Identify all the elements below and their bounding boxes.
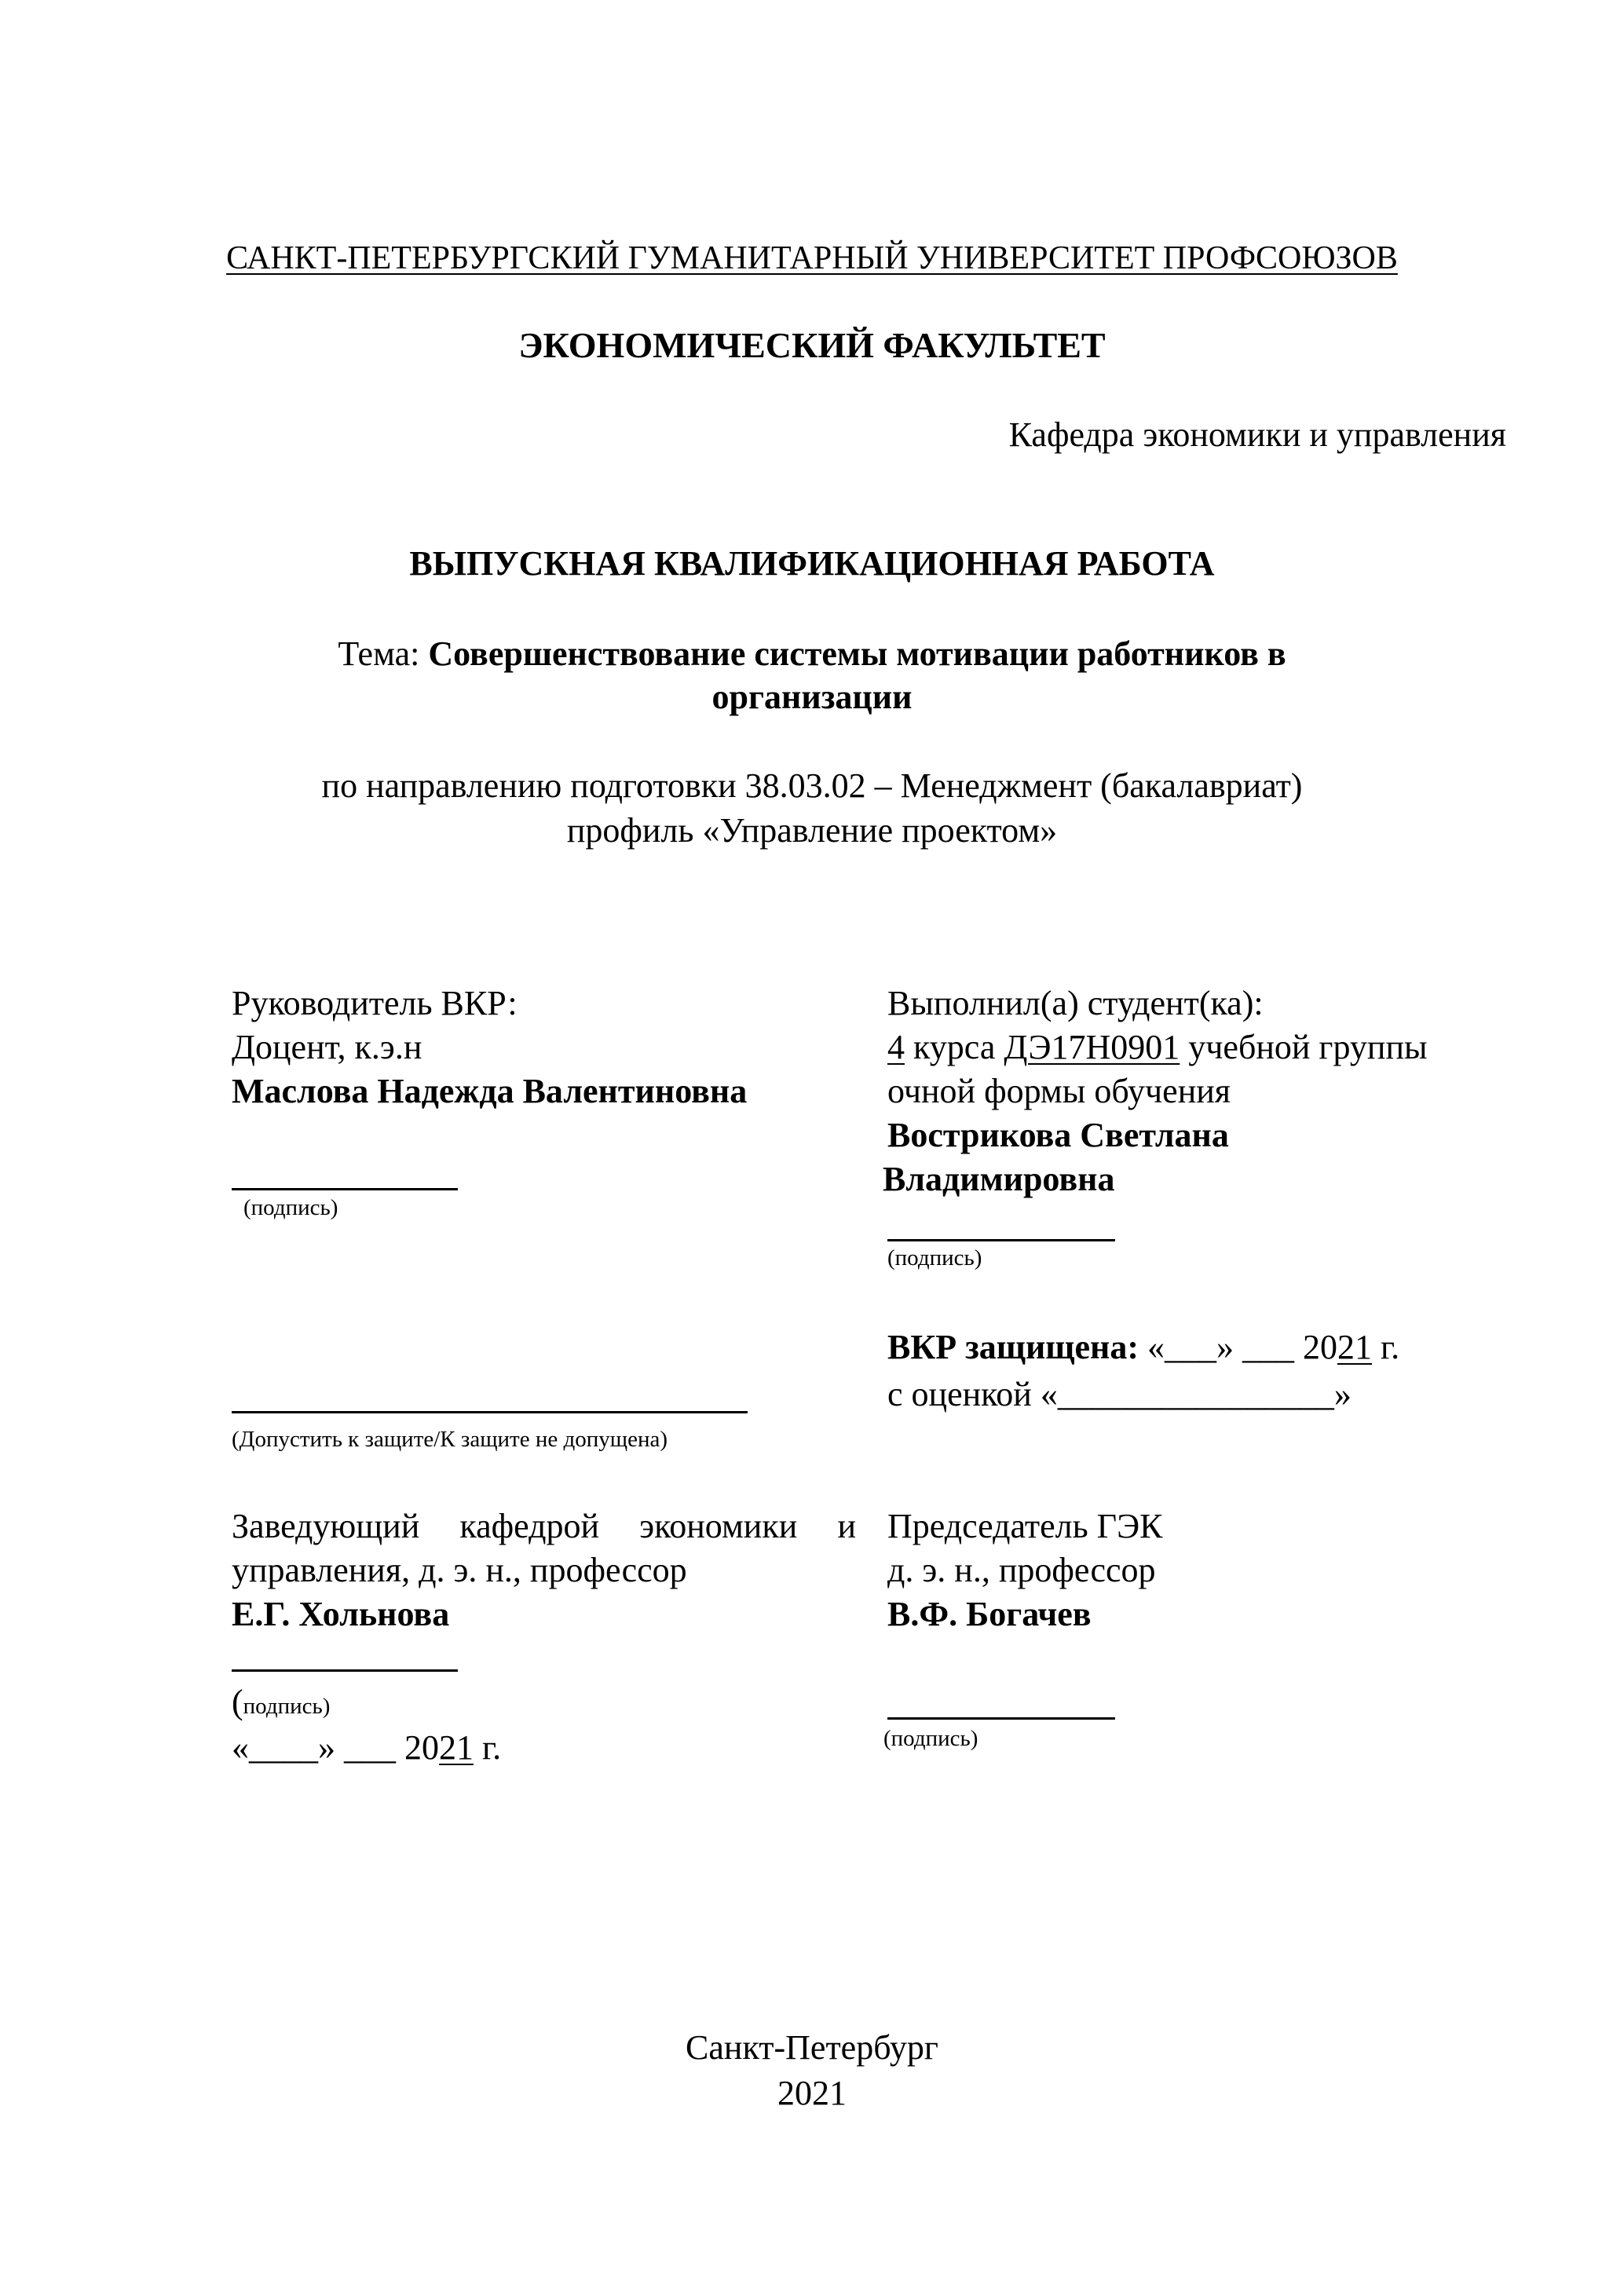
topic-line-1	[0, 632, 1624, 676]
head-date	[232, 1726, 501, 1770]
head-title-line-1: Заведующий кафедрой экономики и	[232, 1507, 856, 1545]
footer-city: Санкт-Петербург	[686, 2028, 938, 2067]
defense-date: «___» ___ 20	[1147, 1328, 1337, 1366]
supervisor-name: Маслова Надежда Валентиновна	[232, 1072, 748, 1110]
group-text: учебной группы	[1188, 1028, 1428, 1066]
head-signature-caption	[232, 1680, 330, 1724]
admission-line	[232, 1411, 748, 1413]
topic-text-1: Совершенствование системы мотивации работников в	[428, 634, 1286, 673]
head-caption-paren: (	[232, 1683, 243, 1721]
student-name-line-1: Вострикова Светлана	[887, 1116, 1229, 1154]
gek-signature-line	[887, 1717, 1115, 1720]
head-year-suffix: 21	[439, 1728, 474, 1767]
defense-label: ВКР защищена:	[887, 1328, 1139, 1366]
study-form: очной формы обучения	[887, 1072, 1231, 1110]
work-type-title: ВЫПУСКНАЯ КВАЛИФИКАЦИОННАЯ РАБОТА	[409, 544, 1215, 583]
student-course-line	[887, 1026, 1428, 1069]
student-signature-line	[887, 1239, 1115, 1241]
supervisor-label: Руководитель ВКР:	[232, 984, 518, 1022]
head-title-line-2: управления, д. э. н., профессор	[232, 1551, 687, 1589]
defense-line	[887, 1325, 1399, 1369]
supervisor-position: Доцент, к.э.н	[232, 1028, 422, 1066]
gek-chair-label: Председатель ГЭК	[887, 1507, 1163, 1545]
admission-caption: (Допустить к защите/К защите не допущена)	[232, 1427, 668, 1452]
faculty-name: ЭКОНОМИЧЕСКИЙ ФАКУЛЬТЕТ	[518, 325, 1106, 365]
university-name: САНКТ-ПЕТЕРБУРГСКИЙ ГУМАНИТАРНЫЙ УНИВЕРСИТЕТ ПРОФСОЮЗОВ	[226, 240, 1398, 276]
course-text: курса	[913, 1028, 996, 1066]
footer-year: 2021	[777, 2074, 847, 2112]
defense-year-end: г.	[1372, 1328, 1400, 1366]
profile-line: профиль «Управление проектом»	[566, 811, 1058, 850]
defense-year-suffix: 21	[1337, 1328, 1372, 1366]
group-code: ДЭ17Н0901	[1004, 1028, 1180, 1066]
gek-signature-caption: (подпись)	[883, 1726, 978, 1751]
student-name-line-2: Владимировна	[883, 1160, 1115, 1198]
head-date-text: «____» ___ 20	[232, 1728, 439, 1767]
supervisor-signature-line	[232, 1188, 458, 1190]
course-number: 4	[887, 1028, 905, 1066]
direction-line: по направлению подготовки 38.03.02 – Менеджмент (бакалавриат)	[321, 766, 1303, 805]
head-year-end: г.	[474, 1728, 502, 1767]
head-signature-line	[232, 1669, 458, 1672]
head-name: Е.Г. Хольнова	[232, 1595, 450, 1633]
student-signature-caption: (подпись)	[887, 1245, 982, 1270]
supervisor-signature-caption: (подпись)	[243, 1195, 338, 1220]
topic-label: Тема:	[338, 634, 420, 673]
gek-chair-degree: д. э. н., профессор	[887, 1551, 1156, 1589]
gek-chair-name: В.Ф. Богачев	[887, 1595, 1092, 1633]
department-name: Кафедра экономики и управления	[1008, 415, 1506, 454]
topic-line-2: организации	[711, 678, 913, 716]
defense-grade: с оценкой «________________»	[887, 1375, 1352, 1413]
head-caption-text: подпись)	[243, 1694, 331, 1719]
student-label: Выполнил(а) студент(ка):	[887, 984, 1264, 1022]
